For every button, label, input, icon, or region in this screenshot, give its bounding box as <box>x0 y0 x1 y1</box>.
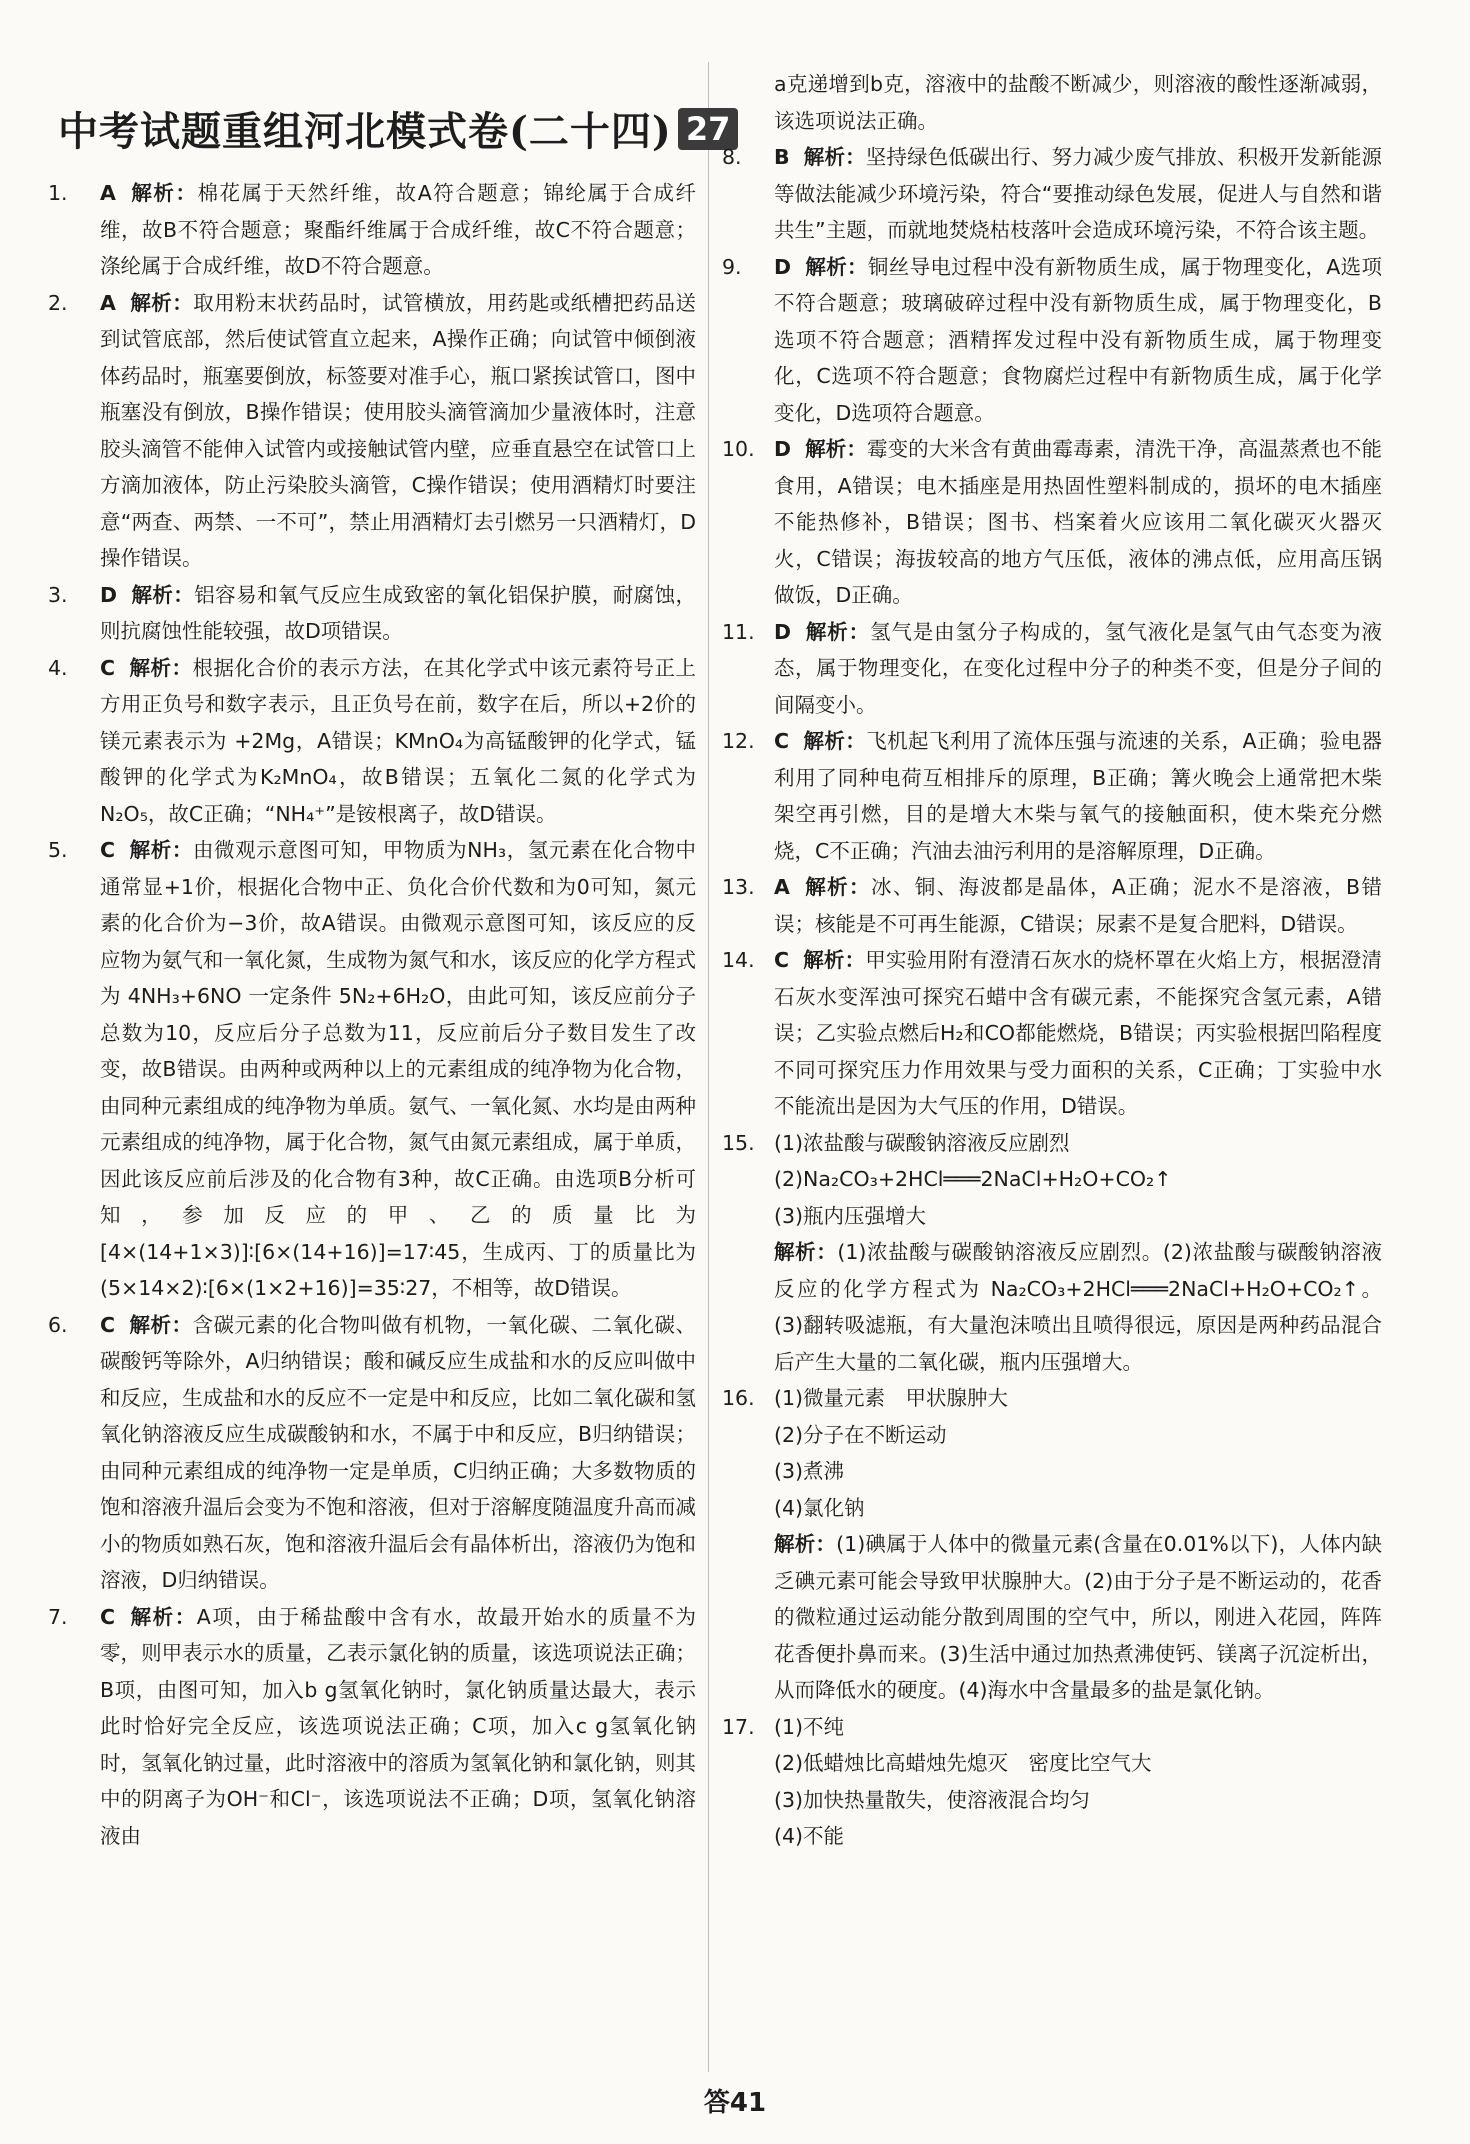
analysis-text: 根据化合价的表示方法，在其化学式中该元素符号正上方用正负号和数字表示，且正负号在前，数字在后，所以+2价的镁元素表示为 +2Mg，A错误；KMnO₄为高锰酸钾的化学式，锰酸钾的化学式为K₂MnO₄，故B错误；五氧化二氮的化学式为N₂O₅，故C正确；“NH₄⁺”是铵根离子，故D错误。 <box>100 655 697 826</box>
answer-part: (3)煮沸 <box>774 1459 845 1483</box>
analysis-text: 冰、铜、海波都是晶体，A正确；泥水不是溶液，B错误；核能是不可再生能源，C错误；尿素不是复合肥料，D错误。 <box>774 875 1382 936</box>
question-number: 4. <box>48 655 68 680</box>
question-number: 12. <box>722 729 755 753</box>
question-number: 7. <box>48 1604 68 1629</box>
analysis-text: A项，由于稀盐酸中含有水，故最开始水的质量不为零，则甲表示水的质量，乙表示氯化钠的质量，该选项说法正确；B项，由图可知，加入b g氢氧化钠时，氯化钠质量达最大，表示此时恰好完全反应，该选项说法正确；C项，加入c g氢氧化钠时，氢氧化钠过量，此时溶液中的溶质为氢氧化钠和氯化钠，则其中的阴离子为OH⁻和Cl⁻，该选项说法不正确；D项，氢氧化钠溶液由 <box>100 1604 696 1848</box>
answer-letter: D <box>774 437 792 461</box>
analysis-text: 飞机起飞利用了流体压强与流速的关系，A正确；验电器利用了同种电荷互相排斥的原理，B正确；篝火晚会上通常把木柴架空再引燃，目的是增大木柴与氧气的接触面积，使木柴充分燃烧，C不正确；汽油去油污利用的是溶解原理，D正确。 <box>774 729 1382 863</box>
question-body <box>774 249 1382 432</box>
right-column <box>722 0 1382 1855</box>
continuation-paragraph: a克递增到b克，溶液中的盐酸不断减少，则溶液的酸性逐渐减弱，该选项说法正确。 <box>774 72 1382 133</box>
analysis-label: 解析： <box>805 619 871 644</box>
question-item <box>722 431 1382 614</box>
answer-letter: A <box>100 290 116 315</box>
question-number: 6. <box>48 1312 68 1337</box>
question-item <box>48 1599 696 1855</box>
analysis-label: 解析： <box>129 181 198 205</box>
answer-letter: A <box>100 181 116 205</box>
question-body <box>774 139 1382 249</box>
analysis-text: 取用粉末状药品时，试管横放，用药匙或纸槽把药品送到试管底部，然后使试管直立起来，A操作正确；向试管中倾倒液体药品时，瓶塞要倒放，标签要对准手心，瓶口紧挨试管口，图中瓶塞没有倒放，B操作错误；使用胶头滴管滴加少量液体时，注意胶头滴管不能伸入试管内或接触试管内壁，应垂直悬空在试管口上方滴加液体，防止污染胶头滴管，C操作错误；使用酒精灯时要注意“两查、两禁、一不可”，禁止用酒精灯去引燃另一只酒精灯，D操作错误。 <box>100 290 697 570</box>
question-15 <box>722 1125 1382 1381</box>
question-number: 2. <box>48 290 68 315</box>
question-body <box>100 1599 696 1855</box>
analysis-text: 铝容易和氧气反应生成致密的氧化铝保护膜，耐腐蚀，则抗腐蚀性能较强，故D项错误。 <box>100 582 697 643</box>
answer-letter: B <box>774 145 790 169</box>
answer-letter: A <box>774 875 790 899</box>
question-number: 17. <box>722 1714 755 1739</box>
answer-part: (3)加快热量散失，使溶液混合均匀 <box>774 1787 1091 1812</box>
analysis-text: 含碳元素的化合物叫做有机物，一氧化碳、二氧化碳、碳酸钙等除外，A归纳错误；酸和碱反应生成盐和水的反应叫做中和反应，生成盐和水的反应不一定是中和反应，比如二氧化碳和氢氧化钠溶液反应生成碳酸钠和水，不属于中和反应，B归纳错误；由同种元素组成的纯净物一定是单质，C归纳正确；大多数物质的饱和溶液升温后会变为不饱和溶液，但对于溶解度随温度升高而减小的物质如熟石灰，饱和溶液升温后会有晶体析出，溶液仍为饱和溶液，D归纳错误。 <box>100 1312 697 1592</box>
answer-part: (2)Na₂CO₃+2HCl═══2NaCl+H₂O+CO₂↑ <box>774 1167 1172 1191</box>
analysis-label: 解析： <box>129 290 194 315</box>
question-number: 16. <box>722 1386 755 1410</box>
question-item <box>722 614 1382 724</box>
question-16 <box>722 1380 1382 1709</box>
question-body <box>774 869 1382 942</box>
page-footer: 答41 <box>703 2088 767 2118</box>
analysis-label: 解析： <box>803 145 866 169</box>
question-number: 10. <box>722 437 755 461</box>
question-body <box>100 175 696 285</box>
analysis-text: 霉变的大米含有黄曲霉毒素，清洗干净，高温蒸煮也不能食用，A错误；电木插座是用热固性塑料制成的，损坏的电木插座不能热修补，B错误；图书、档案着火应该用二氧化碳灭火器灭火，C错误；海拔较高的地方气压低，液体的沸点低，应用高压锅做饭，D正确。 <box>774 437 1383 607</box>
question-body <box>774 723 1382 869</box>
answer-part: (2)低蜡烛比高蜡烛先熄灭 密度比空气大 <box>774 1751 1152 1775</box>
question-number: 8. <box>722 145 742 169</box>
question-item <box>722 249 1382 432</box>
answer-part: (4)不能 <box>774 1824 845 1848</box>
question-body <box>100 650 696 833</box>
question-17 <box>722 1709 1382 1855</box>
question-item <box>722 942 1382 1125</box>
analysis-text: 由微观示意图可知，甲物质为NH₃，氢元素在化合物中通常显+1价，根据化合物中正、负化合价代数和为0可知，氮元素的化合价为−3价，故A错误。由微观示意图可知，该反应的反应物为氨气和一氧化氮，生成物为氮气和水，该反应的化学方程式为 4NH₃+6NO 一定条件 5N₂+6H₂O，由此可知，该反应前分子总数为10，反应后分子总数为11，反应前后分子数目发生了改变，故B错误。由两种或两种以上的元素组成的纯净物为化合物，由同种元素组成的纯净物为单质。氨气、一氧化氮、水均是由两种元素组成的纯净物，属于化合物，氮气由氮元素组成，属于单质，因此该反应前后涉及的化合物有3种，故C正确。由选项B分析可知，参加反应的甲、乙的质量比为[4×(14+1×3)]∶[6×(14+16)]=17∶45，生成丙、丁的质量比为(5×14×2)∶[6×(1×2+16)]=35∶27，不相等，故D错误。 <box>100 838 697 1300</box>
analysis: 解析：(1)浓盐酸与碳酸钠溶液反应剧烈。(2)浓盐酸与碳酸钠溶液反应的化学方程式为 Na₂CO₃+2HCl═══2NaCl+H₂O+CO₂↑。(3)翻转吸滤瓶，有大量泡沫喷出且喷得很远，原因是两种药品混合后产生大量的二氧化碳，瓶内压强增大。 <box>774 1240 1383 1374</box>
analysis-label: 解析： <box>129 1604 197 1629</box>
right-question-list <box>722 139 1382 1125</box>
analysis-label: 解析： <box>803 729 867 753</box>
answer-letter: C <box>100 1312 116 1337</box>
answer-letter: D <box>774 619 792 644</box>
question-number: 1. <box>48 181 68 205</box>
question-number: 9. <box>722 254 742 279</box>
question-number: 3. <box>48 582 68 607</box>
question-item <box>48 577 696 650</box>
question-item <box>722 723 1382 869</box>
answer-letter: C <box>774 948 790 972</box>
analysis-label: 解析： <box>129 1312 193 1337</box>
answer-letter: C <box>100 838 116 862</box>
paper-number-badge: 27 <box>678 108 739 150</box>
analysis-label: 解析： <box>131 582 195 607</box>
left-question-list <box>48 175 696 1854</box>
question-number: 5. <box>48 838 68 862</box>
answer-letter: C <box>774 729 790 753</box>
question-number: 11. <box>722 619 755 644</box>
question-body <box>100 577 696 650</box>
page-title: 中考试题重组河北模式卷(二十四) <box>58 108 672 155</box>
question-item <box>722 139 1382 249</box>
answer-letter: D <box>774 254 792 279</box>
question-item <box>48 175 696 285</box>
answer-letter: D <box>100 582 118 607</box>
analysis-label: 解析： <box>805 254 868 279</box>
column-divider <box>708 62 709 2072</box>
analysis-label: 解析： <box>803 875 871 899</box>
analysis-label: 解析： <box>803 948 866 972</box>
title-row <box>58 100 731 157</box>
question-number: 14. <box>722 948 755 972</box>
answer-part: (3)瓶内压强增大 <box>774 1203 927 1228</box>
question-body <box>100 832 696 1307</box>
left-column <box>48 0 731 1854</box>
answer-part: (1)微量元素 甲状腺肿大 <box>774 1386 1009 1410</box>
question-body <box>774 614 1382 724</box>
question-item <box>722 869 1382 942</box>
analysis-text: 铜丝导电过程中没有新物质生成，属于物理变化，A选项不符合题意；玻璃破碎过程中没有新物质生成，属于物理变化，B选项不符合题意；酒精挥发过程中没有新物质生成，属于物理变化，C选项不符合题意；食物腐烂过程中有新物质生成，属于化学变化，D选项符合题意。 <box>774 254 1383 425</box>
question-item <box>48 832 696 1307</box>
question-number: 15. <box>722 1130 755 1155</box>
analysis-text: 氢气是由氢分子构成的，氢气液化是氢气由气态变为液态，属于物理变化，在变化过程中分子的种类不变，但是分子间的间隔变小。 <box>774 619 1383 717</box>
analysis-label: 解析： <box>129 838 193 862</box>
answer-part: (1)不纯 <box>774 1714 845 1739</box>
answer-part: (1)浓盐酸与碳酸钠溶液反应剧烈 <box>774 1130 1070 1155</box>
question-item <box>48 1307 696 1599</box>
analysis-text: 坚持绿色低碳出行、努力减少废气排放、积极开发新能源等做法能减少环境污染，符合“要推动绿色发展，促进人与自然和谐共生”主题，而就地焚烧枯枝落叶会造成环境污染，不符合该主题。 <box>774 145 1383 242</box>
question-body <box>100 285 696 577</box>
answer-letter: C <box>100 1604 116 1629</box>
analysis: 解析：(1)碘属于人体中的微量元素(含量在0.01%以下)，人体内缺乏碘元素可能会导致甲状腺肿大。(2)由于分子是不断运动的，花香的微粒通过运动能分散到周围的空气中，所以，刚进入花园，阵阵花香便扑鼻而来。(3)生活中通过加热煮沸使钙、镁离子沉淀析出，从而降低水的硬度。(4)海水中含量最多的盐是氯化钠。 <box>774 1532 1383 1702</box>
question-item <box>48 650 696 833</box>
question-body <box>774 431 1382 614</box>
question-body <box>774 942 1382 1125</box>
analysis-label: 解析： <box>129 655 193 680</box>
answer-part: (2)分子在不断运动 <box>774 1422 947 1447</box>
question-number: 13. <box>722 875 755 899</box>
question-body <box>100 1307 696 1599</box>
analysis-label: 解析： <box>805 437 867 461</box>
answer-part: (4)氯化钠 <box>774 1495 865 1520</box>
analysis-text: 甲实验用附有澄清石灰水的烧杯罩在火焰上方，根据澄清石灰水变浑浊可探究石蜡中含有碳元素，不能探究含氢元素，A错误；乙实验点燃后H₂和CO都能燃烧，B错误；丙实验根据凹陷程度不同可探究压力作用效果与受力面积的关系，C正确；丁实验中水不能流出是因为大气压的作用，D错误。 <box>774 948 1383 1118</box>
question-item <box>48 285 696 577</box>
answer-letter: C <box>100 655 116 680</box>
analysis-text: 棉花属于天然纤维，故A符合题意；锦纶属于合成纤维，故B不符合题意；聚酯纤维属于合成纤维，故C不符合题意；涤纶属于合成纤维，故D不符合题意。 <box>100 181 696 278</box>
